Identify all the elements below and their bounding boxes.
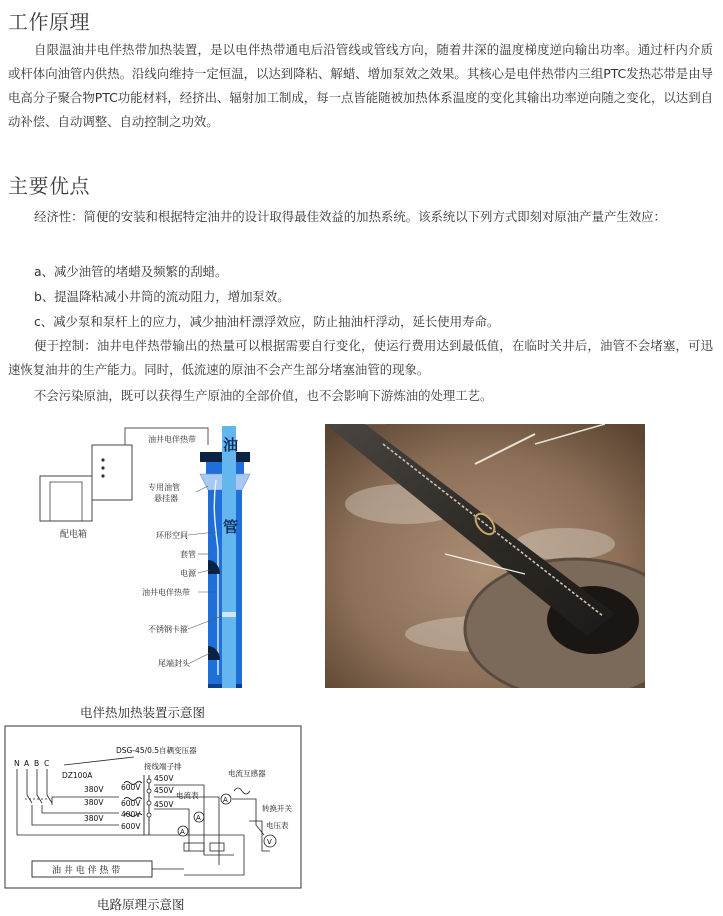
principle-paragraph: 自限温油井电伴热带加热装置，是以电伴热带通电后沿管线或管线方向，随着井深的温度梯度逆向输出功率。通过杆内介质或杆体向油管内供热。沿线向维持一定恒温，以达到降粘、解蜡、增加泵效之效果。其核心是电伴热带内三组PTC发热芯带是由导电高分子聚合物PTC功能材料，经挤出、辐射加工制成，每一点皆能随被加热体系温度的变化其输出功率逆向随之变化，以达到自动补偿、自动调整、自动控制之功效。	[8, 42, 713, 129]
svg-text:C: C	[44, 759, 50, 768]
label-heating-cable: 油井电伴热带	[142, 588, 190, 597]
svg-text:400V: 400V	[121, 810, 141, 819]
label-annulus: 环形空间	[156, 531, 188, 540]
voltmeter-icon	[264, 835, 276, 847]
svg-text:N: N	[14, 759, 20, 768]
voltmeter-label: 电压表	[266, 821, 289, 830]
svg-text:A: A	[24, 759, 30, 768]
svg-text:油: 油	[223, 436, 239, 454]
svg-text:380V: 380V	[84, 785, 104, 794]
section-title-advantages: 主要优点	[8, 174, 90, 198]
circuit-diagram-caption: 电路原理示意图	[97, 897, 185, 912]
label-hanger-2: 悬挂器	[154, 494, 178, 503]
svg-text:管: 管	[223, 518, 239, 536]
label-end-cap: 尾端封头	[158, 659, 190, 668]
label-power: 电源	[180, 569, 196, 578]
svg-text:450V: 450V	[154, 786, 174, 795]
label-clamp: 不锈钢卡箍	[148, 625, 188, 634]
svg-text:380V: 380V	[84, 798, 104, 807]
advantage-item-b: b、提温降粘减小井筒的流动阻力，增加泵效。	[34, 289, 290, 304]
svg-text:600V: 600V	[121, 822, 141, 831]
oil-tube	[222, 426, 239, 688]
breaker-label: DZ100A	[62, 771, 93, 780]
advantage-item-a: a、减少油管的堵蜡及频繁的刮蜡。	[34, 264, 228, 279]
top-label: 油井电伴热带	[148, 435, 196, 444]
svg-text:450V: 450V	[154, 800, 174, 809]
ct-label: 电流互感器	[228, 769, 266, 778]
section-title-principle: 工作原理	[8, 10, 90, 34]
svg-text:600V: 600V	[121, 799, 141, 808]
economy-paragraph: 经济性：简便的安装和根据特定油井的设计取得最佳效益的加热系统。该系统以下列方式即刻对原油产量产生效应：	[34, 209, 666, 224]
svg-text:A: A	[223, 796, 228, 804]
label-hanger: 专用油管	[148, 483, 180, 492]
ammeter-label: 电流表	[176, 791, 199, 800]
ammeter-icon-2	[178, 826, 188, 836]
installation-photo	[325, 424, 645, 688]
terminal-label: 接线端子排	[144, 762, 182, 771]
svg-text:B: B	[34, 759, 40, 768]
device-diagram	[30, 420, 300, 695]
label-casing: 套管	[180, 550, 196, 559]
pollution-line: 不会污染原油，既可以获得生产原油的全部价值，也不会影响下游炼油的处理工艺。	[34, 388, 493, 403]
ammeter-icon-3	[221, 794, 231, 804]
svg-text:380V: 380V	[84, 814, 104, 823]
distribution-box-label: 配电箱	[60, 530, 88, 540]
switch-label: 转换开关	[262, 804, 292, 813]
svg-text:V: V	[267, 838, 272, 846]
svg-text:A: A	[196, 814, 201, 822]
ammeter-icon	[194, 812, 204, 822]
svg-text:A: A	[180, 828, 185, 836]
advantage-item-c: c、减少泵和泵杆上的应力，减少抽油杆漂浮效应，防止抽油杆浮动，延长使用寿命。	[34, 314, 500, 329]
device-diagram-caption: 电伴热加热装置示意图	[80, 705, 206, 720]
control-paragraph: 便于控制：油井电伴热带输出的热量可以根据需要自行变化，使运行费用达到最低值，在临时关井后，油管不会堵塞，可迅速恢复油井的生产能力。同时，低流速的原油不会产生部分堵塞油管的现象。	[8, 338, 713, 377]
circuit-diagram	[4, 725, 304, 890]
heater-label: 油 井 电 伴 热 带	[52, 866, 121, 876]
transformer-label: DSG-45/0.5自耦变压器	[116, 746, 197, 755]
svg-text:600V: 600V	[121, 783, 141, 792]
svg-text:450V: 450V	[154, 774, 174, 783]
distribution-box-icon	[92, 445, 132, 500]
